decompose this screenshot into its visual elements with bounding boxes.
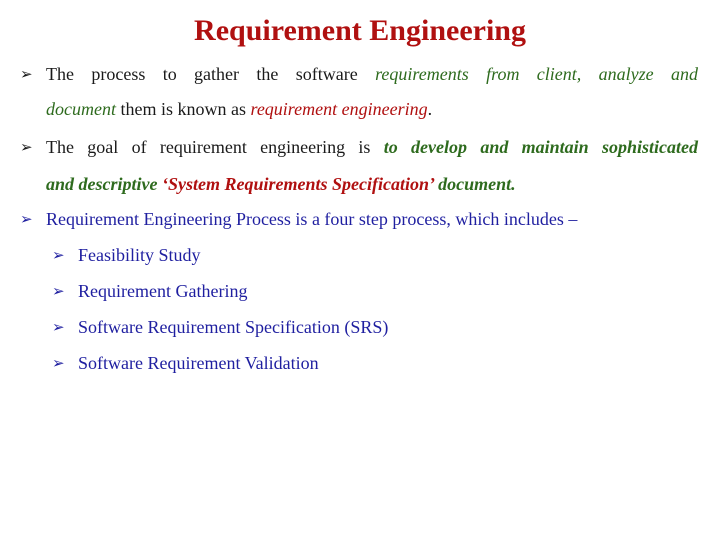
slide-title: Requirement Engineering — [194, 14, 526, 47]
arrow-bullet-icon: ➢ — [20, 138, 33, 156]
sub-item-label: Feasibility Study — [78, 245, 201, 265]
arrow-bullet-icon: ➢ — [52, 318, 65, 336]
arrow-bullet-icon: ➢ — [52, 354, 65, 372]
sub-item-label: Software Requirement Specification (SRS) — [78, 317, 389, 337]
bullet-1-part-5: requirement engineering — [250, 99, 428, 119]
bullet-2-part-5: document. — [433, 174, 516, 194]
arrow-bullet-icon: ➢ — [20, 65, 33, 83]
bullet-2-part-3: and descriptive — [46, 174, 162, 194]
bullet-1-part-4: them is known as — [115, 99, 251, 119]
bullet-1-part-1: The process to gather the software — [46, 64, 376, 84]
sub-item-label: Software Requirement Validation — [78, 353, 319, 373]
bullet-2-line-2 — [46, 173, 686, 195]
bullet-2-part-2: to develop and maintain sophisticated — [383, 137, 698, 157]
arrow-bullet-icon: ➢ — [20, 210, 33, 228]
arrow-bullet-icon: ➢ — [52, 246, 65, 264]
bullet-1-part-6: . — [427, 99, 433, 119]
bullet-2-part-4: ‘System Requirements Specification’ — [161, 174, 434, 194]
arrow-bullet-icon: ➢ — [52, 282, 65, 300]
bullet-1-part-3: document — [46, 99, 116, 119]
bullet-2-part-1: The goal of requirement engineering is — [46, 137, 384, 157]
bullet-3-text: Requirement Engineering Process is a four step process, which includes – — [46, 209, 578, 229]
sub-item-label: Requirement Gathering — [78, 281, 248, 301]
bullet-2-text-line-1 — [46, 136, 698, 158]
bullet-1-part-2: requirements from client, analyze and — [375, 64, 699, 84]
bullet-1-line-2 — [46, 98, 686, 120]
bullet-1-text-line-1 — [46, 63, 698, 85]
